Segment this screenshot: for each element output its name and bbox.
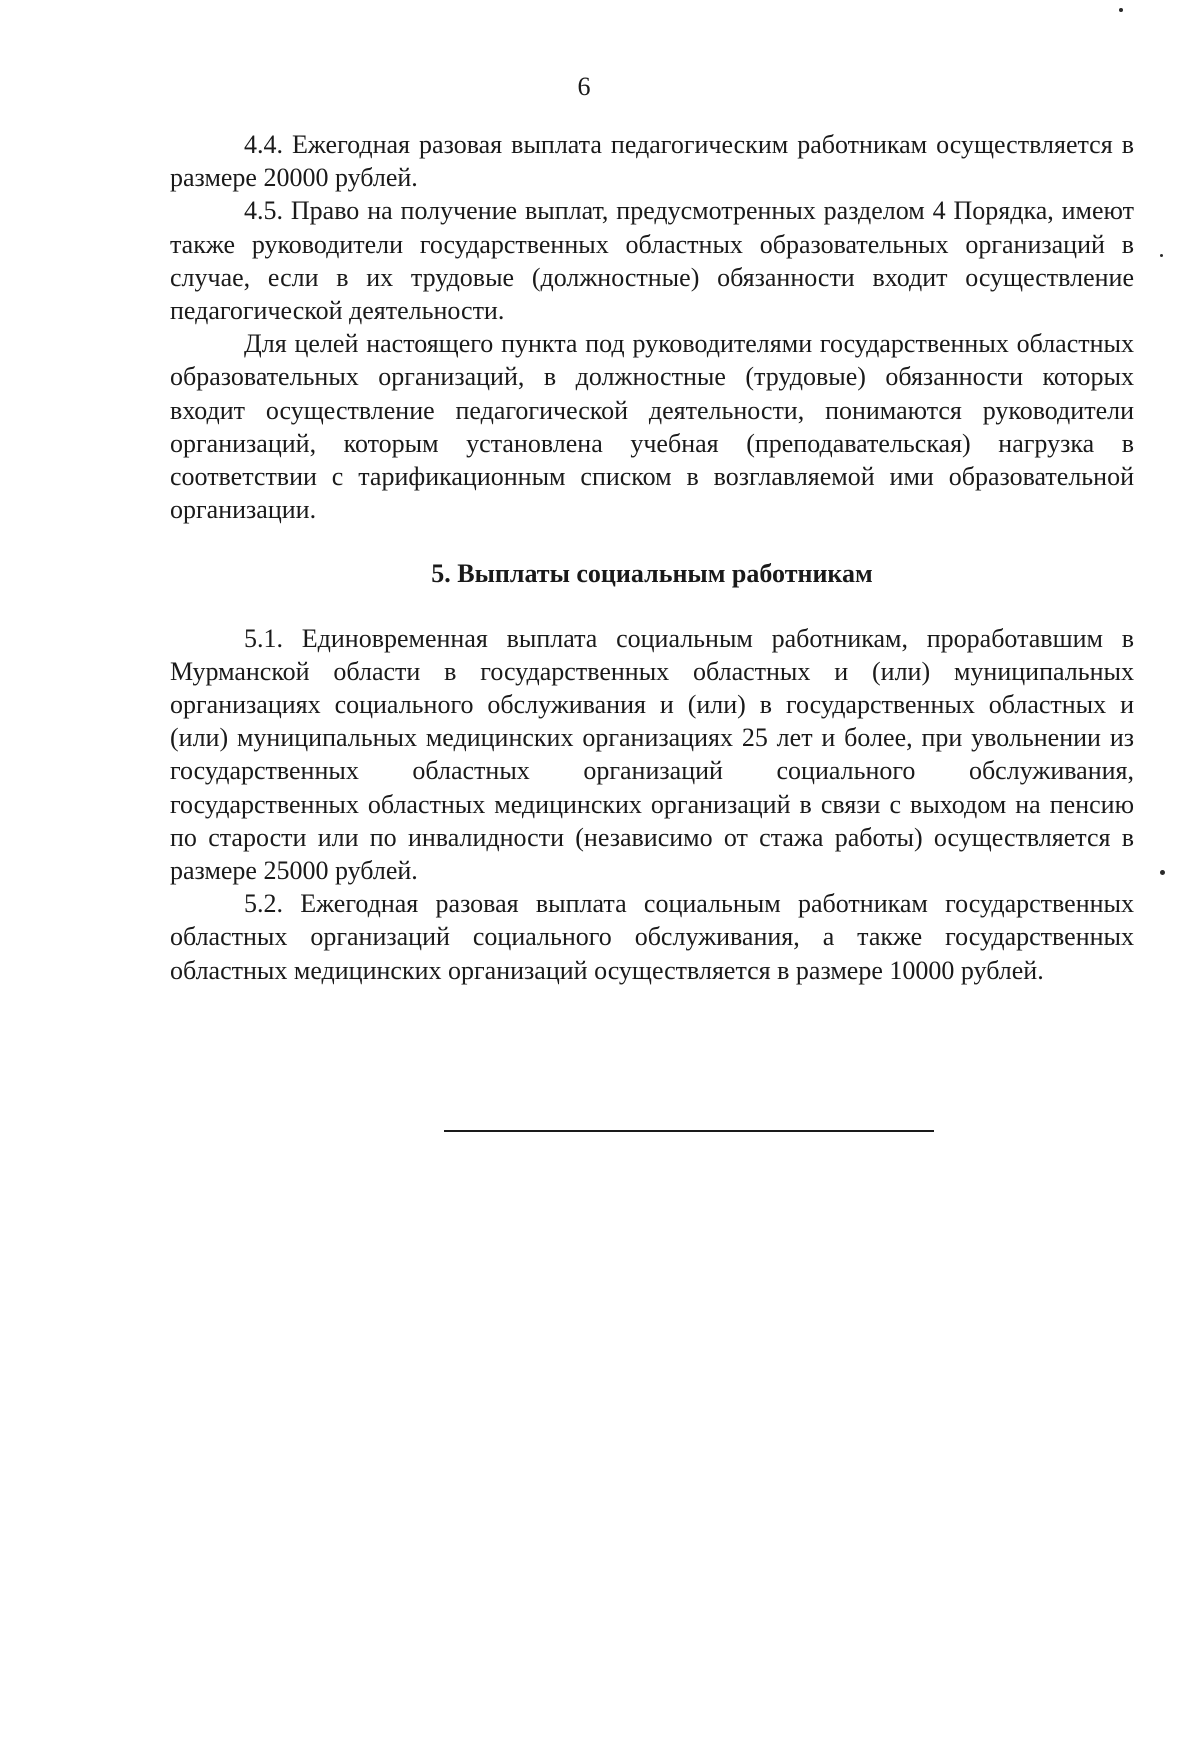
scan-speck <box>1160 870 1165 875</box>
paragraph-5-1: 5.1. Единовременная выплата социальным работникам, проработавшим в Мурманской области в государственных областных и (или) муниципальных организациях социального обслуживания и (или) в государственных областных и (или) муниципальных медицинских организациях 25 лет и более, при увольнении из государственных областных организаций социального обслуживания, государственных областных медицинских организаций в связи с выходом на пенсию по старости или по инвалидности (независимо от стажа работы) осуществляется в размере 25000 рублей. <box>170 623 1134 886</box>
document-body <box>170 128 1134 987</box>
end-of-document-rule <box>444 1130 934 1132</box>
scan-speck <box>1160 254 1163 257</box>
paragraph-4-5-definition: Для целей настоящего пункта под руководителями государственных областных образовательных организаций, в должностные (трудовые) обязанности которых входит осуществление педагогической деятельности, понимаются руководители организаций, которым установлена учебная (преподавательская) нагрузка в соответствии с тарификационным списком в возглавляемой ими образовательной организации. <box>170 329 1134 525</box>
paragraph-5-2: 5.2. Ежегодная разовая выплата социальным работникам государственных областных организаций социального обслуживания, а также государственных областных медицинских организаций осуществляется в размере 10000 рублей. <box>170 889 1134 985</box>
paragraph-4-5: 4.5. Право на получение выплат, предусмотренных разделом 4 Порядка, имеют также руководители государственных областных образовательных организаций в случае, если в их трудовые (должностные) обязанности входит осуществление педагогической деятельности. <box>170 196 1134 326</box>
section-heading: 5. Выплаты социальным работникам <box>431 559 873 589</box>
page-number: 6 <box>577 72 591 101</box>
scan-speck <box>1119 8 1123 12</box>
paragraph-4-4: 4.4. Ежегодная разовая выплата педагогическим работникам осуществляется в размере 20000 рублей. <box>170 130 1134 193</box>
